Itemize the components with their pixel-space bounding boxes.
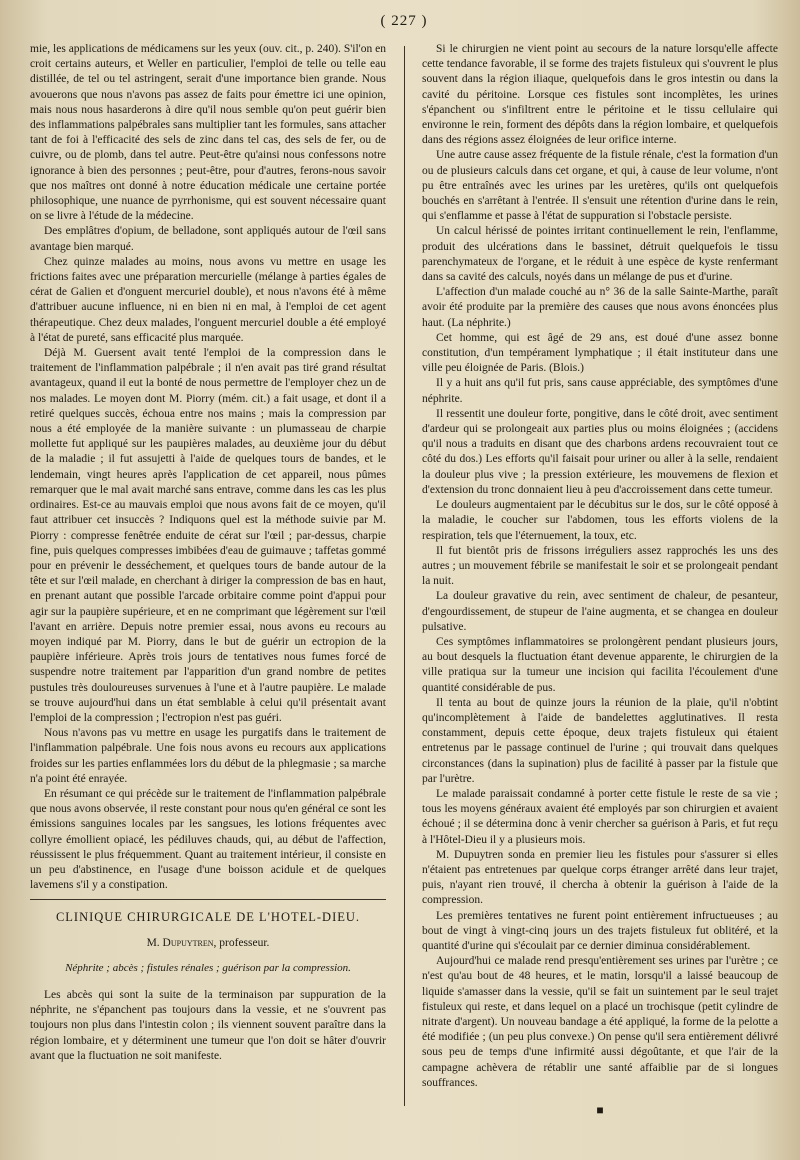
section-divider [30,899,386,900]
right-column [422,42,778,1118]
paragraph: Cet homme, qui est âgé de 29 ans, est doué d'une assez bonne constitution, d'un tempérament lymphatique ; il était instituteur dans une ville peu éloignée de Paris. (Blois.) [422,331,778,375]
section-title: CLINIQUE CHIRURGICALE DE L'HOTEL-DIEU. [55,910,361,925]
article-subtitle: Néphrite ; abcès ; fistules rénales ; guérison par la compression. [65,961,351,974]
professor-line [30,936,386,951]
paragraph: Déjà M. Guersent avait tenté l'emploi de la compression dans le traitement de l'inflammation palpébrale ; il n'en avait pas tiré grand résultat avantageux, quand il eut la bonté de nous permettre de l'employer chez un de nos malades. Le moyen dont M. Piorry (mém. cit.) a fait usage, et dont il a retiré quelques succès, échoua entre nos mains ; mais la compression par nous a été employée de la manière suivante : un plumasseau de charpie mollette fut appliqué sur les paupières malades, au deuxième jour du début de la maladie ; il fut assujetti à l'aide de quelques tours de bandes, et le lendemain, vingt heures après l'application de cet appareil, nous pûmes remarquer que le mal avait marché sans entrave, comme dans les cas les plus ordinaires. Est-ce au mauvais emploi que nous avons fait de ce moyen, qu'il faut attribuer cet insuccès ? Indiquons quel est la méthode suivie par M. Piorry : compresse fenêtrée enduite de cérat sur l'œil ; par-dessus, charpie fine, puis quelques compresses imbibées d'eau de guimauve ; taffetas gommé pour en prévenir le desséchement, et quelques tours de bande autour de la tête et sur l'œil malade, en cherchant à diriger la compression de bas en haut, en prenant autant que possible l'arcade orbitaire comme point d'appui pour agir sur la paupière supérieure, et en ne comprimant que légèrement sur l'œil l'avant en arrière. Depuis notre premier essai, nous avons eu recours au moyen indiqué par M. Piorry, dans le but de guérir un ectropion de la paupière inférieure. Après trois jours de tentatives nous fumes forcé de suspendre notre traitement par l'apparition d'un grand nombre de petites pustules très douloureuses survenues à l'une et à l'autre paupière. Le malade se trouve aujourd'hui dans un état semblable à celui qu'il présentait avant l'emploi de la compression ; l'ectropion n'est pas guéri. [30,347,386,724]
paragraph: Nous n'avons pas vu mettre en usage les purgatifs dans le traitement de l'inflammation palpébrale. Une fois nous avons eu recours aux applications froides sur les parties enflammées lors du début de la phlegmasie ; sa marche n'a point été enrayée. [30,727,386,785]
paragraph: Les premières tentatives ne furent point entièrement infructueuses ; au bout de vingt à vingt-cinq jours un des trajets fistuleux fut oblitéré, et la quantité d'urine qui s'écoulait par ce dernier diminua considérablement. [422,909,778,952]
paragraph: Des emplâtres d'opium, de belladone, sont appliqués autour de l'œil sans avantage bien marqué. [30,225,386,253]
paragraph: mie, les applications de médicamens sur les yeux (ouv. cit., p. 240). S'il'on en croit certains auteurs, et Weller en particulier, l'emploi de telle ou telle eau distillée, de tel ou tel astringent, serait d'une importance bien grande. Nous avouerons que nous n'avons pas assez de faits pour émettre ici une opinion, mais nous nous hasarderons à dire qu'il nous semble qu'on peut guérir bien des inflammations palpébrales sans multiplier tant les formules, sans attacher tant de foi à l'efficacité des sels de zinc dans tel cas, des sels de fer, ou de cuivre, ou de plomb, dans tel autre. Peut-être qu'ainsi nous confessons notre ignorance à bien des personnes ; peut-être, pour d'autres, ferons-nous savoir que nos maîtres ont donné à notre éducation médicale une certaine portée philosophique, une nuance de pyrrhonisme, qui est souvent nécessaire quant on se livre à l'étude de la médecine. [30,43,386,223]
paragraph: Il tenta au bout de quinze jours la réunion de la plaie, qu'il n'obtint qu'incomplètement à l'aide de bandelettes agglutinatives. Il resta constamment, depuis cette époque, deux trajets fistuleux qui étaient entretenus par le passage continuel de l'urine ; qui trouvait dans quelques circonstances (dans la supination) plus de facilité à passer par la fistule que par l'urètre. [422,696,778,785]
paragraph: En résumant ce qui précède sur le traitement de l'inflammation palpébrale que nous avons observée, il reste constant pour nous qu'en général ce sont les émissions sanguines locales par les sangsues, les lotions fréquentes avec collyre émollient opiacé, les pédiluves chauds, qui, au début de l'affection, réussissent le plus fréquemment. Quant au traitement intérieur, il consiste en un peu d'abstinence, en l'usage d'une boisson acidule et de quelques lavemens s'il y a constipation. [30,787,386,892]
paragraph: L'affection d'un malade couché au n° 36 de la salle Sainte-Marthe, paraît avoir été produite par la première des causes que nous avons énoncées plus haut. (La néphrite.) [422,286,778,329]
paragraph: Aujourd'hui ce malade rend presqu'entièrement ses urines par l'urètre ; ce n'est qu'au bout de 48 heures, et le matin, lorsqu'il a laissé beaucoup de liquide s'amasser dans la vessie, qu'il se fait un suintement par le seul trajet fistuleux qui reste, et dans lequel on a placé un trochisque (petit cylindre de nitrate d'argent). Un nouveau bandage a été appliqué, la forme de la pelotte a été modifiée ; (un peu plus convexe.) On pense qu'il sera entièrement délivré sous peu de temps d'une infirmité aussi dégoûtante, et que l'air de la campagne achèvera de rétablir une santé affaiblie par de si longues souffrances. [422,955,778,1089]
paragraph: La douleur gravative du rein, avec sentiment de chaleur, de pesanteur, d'engourdissement, de stupeur de l'aine augmenta, et se changea en douleur pulsative. [422,590,778,633]
paragraph: Un calcul hérissé de pointes irritant continuellement le rein, l'enflamme, produit des ulcérations dans le bassinet, détruit quelquefois le tissu parenchymateux de l'organe, et le réduit à une espèce de kyste renfermant dans sa cavité des calculs, noyés dans un mélange de pus et d'urine. [422,225,778,284]
paragraph: Il fut bientôt pris de frissons irréguliers assez rapprochés les uns des autres ; un mouvement fébrile se manifestait le soir et se prolongeait pendant la nuit. [422,544,778,588]
paragraph: Le douleurs augmentaient par le décubitus sur le dos, sur le côté opposé à la maladie, le coucher sur l'abdomen, tous les efforts violens de la respiration, tels que l'éternuement, la toux, etc. [422,499,778,542]
paragraph: Il y a huit ans qu'il fut pris, sans cause appréciable, des symptômes d'une néphrite. [422,377,778,405]
paragraph: Le malade paraissait condamné à porter cette fistule le reste de sa vie ; tous les moyens généraux avaient été employés par son chirurgien et avaient échoué ; il se détermina donc à venir chercher sa guérison à Paris, et fut reçu à l'Hôtel-Dieu il y a plusieurs mois. [422,787,778,846]
professor-role: , professeur. [213,936,270,949]
professor-name: M. Dupuytren [146,936,214,949]
paragraph: Il ressentit une douleur forte, pongitive, dans le côté droit, avec sentiment d'ardeur qui se prolongeait aux parties plus ou moins éloignées ; (accidens qu'il nous a traduits en disant que des charbons ardens recouvraient tout ce côté du dos.) Les efforts qu'il faisait pour uriner ou aller à la selle, rendaient la douleur plus vive ; la pression extérieure, les mouvemens de flexion et d'extension du tronc donnaient lieu à peu d'accroissement dans cette tumeur. [422,407,778,496]
paragraph: Les abcès qui sont la suite de la terminaison par suppuration de la néphrite, ne s'épanchent pas toujours dans la vessie, et ne s'ouvrent pas toujours non plus dans l'intestin colon ; ils viennent souvent paraître dans la région lombaire, et y déterminent une tumeur que l'on doit se hâter d'ouvrir avant que la fluctuation ne soit manifeste. [30,988,386,1062]
paragraph: Ces symptômes inflammatoires se prolongèrent pendant plusieurs jours, au bout desquels la fluctuation étant devenue apparente, le chirurgien de la ville pratiqua sur la tumeur une incision qui facilita l'écoulement d'une quantité considérable de pus. [422,635,778,694]
column-rule [404,46,405,1106]
paragraph: Si le chirurgien ne vient point au secours de la nature lorsqu'elle affecte cette tendance favorable, il se forme des trajets fistuleux qui s'ouvrent le plus souvent dans la région iliaque, quelquefois dans le gros intestin ou dans la cavité du péritoine. Lorsque ces fistules sont incomplètes, les urines s'épanchent ou s'infiltrent entre le péritoine et le tissu cellulaire qui environne le rein, forment des dépôts dans la région lombaire, et quelquefois dans des régions assez éloignées de leur orifice interne. [422,43,778,147]
paragraph: Chez quinze malades au moins, nous avons vu mettre en usage les frictions faites avec une préparation mercurielle (mélange à parties égales de cérat de Galien et d'onguent mercuriel double), et nous n'avons été à même d'attribuer aucune influence, ni en bien ni en mal, à l'emploi de cet agent thérapeutique. Chez deux malades, l'onguent mercuriel double a été employé à l'état de pureté, sans efficacité plus marquée. [30,255,386,344]
two-column-body [30,42,778,1118]
page-number: ( 227 ) [380,13,428,29]
left-column [30,42,386,1118]
paragraph: M. Dupuytren sonda en premier lieu les fistules pour s'assurer si elles n'étaient pas entretenues par quelque corps étranger arrêté dans leur trajet, puis, n'ayant rien trouvé, il chercha à obtenir la guérison à l'aide de la compression. [422,848,778,907]
paragraph: Une autre cause assez fréquente de la fistule rénale, c'est la formation d'un ou de plusieurs calculs dans cet organe, et qui, à cause de leur volume, n'ont pu être entraînés avec les urines par les uretères, qu'ils ont quelquefois bouchés en s'arrêtant à l'entrée. Il s'ensuit une rétention d'urine dans le rein, qui s'enflamme et passe à l'état de suppuration si l'obstacle persiste. [422,149,778,223]
end-ornament: ■ [596,1103,604,1118]
